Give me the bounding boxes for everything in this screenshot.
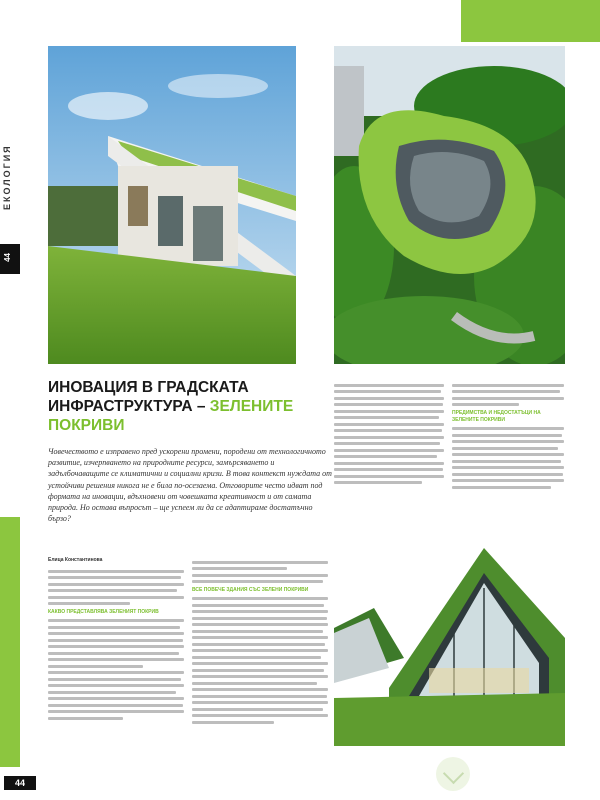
section-label: ЕКОЛОГИЯ xyxy=(2,144,12,210)
body-column-2 xyxy=(192,557,328,727)
subhead-what-is-green-roof: КАКВО ПРЕДСТАВЛЯВА ЗЕЛЕНИЯТ ПОКРИВ xyxy=(48,608,159,615)
corner-accent-bar xyxy=(461,0,600,42)
article-title xyxy=(48,378,338,435)
body-column-4 xyxy=(452,380,564,492)
body-column-3 xyxy=(334,380,444,488)
article-byline: Елица Константинова xyxy=(48,557,103,563)
article-lead: Човечеството е изправено пред ускорени промени, породени от технологичното развитие, изчерпването на природните ресурси, замърсяването и задълбочаващите се климатични и социални кризи. В това контекст нуждата от устойчиви решения никога не е била по-осезаема. Отговорите често идват под формата на иновации, вдъхновени от човешката креативност и от самата природа. Но остава въпросът – ще успеем ли да се адаптираме достатъчно бързо? xyxy=(48,447,332,524)
magazine-logo-icon xyxy=(436,757,470,791)
photo-triangular-green-roof xyxy=(334,518,565,746)
photo-curved-green-roof xyxy=(334,46,565,364)
side-page-number: 44 xyxy=(3,253,12,262)
article-title-main: ИНОВАЦИЯ В ГРАДСКАТА ИНФРАСТРУКТУРА – xyxy=(48,379,249,415)
footer-page-number: 44 xyxy=(4,776,36,790)
subhead-more-buildings: ВСЕ ПОВЕЧЕ ЗДАНИЯ СЪС ЗЕЛЕНИ ПОКРИВИ xyxy=(192,586,309,593)
side-accent-bar xyxy=(0,517,20,767)
body-column-1 xyxy=(48,566,184,723)
subhead-pros-cons: ПРЕДИМСТВА И НЕДОСТАТЪЦИ НА ЗЕЛЕНИТЕ ПОКРИВИ xyxy=(452,409,541,423)
article-title-accent: ЗЕЛЕНИТЕ ПОКРИВИ xyxy=(48,398,294,434)
photo-sloped-green-roof xyxy=(48,46,296,364)
